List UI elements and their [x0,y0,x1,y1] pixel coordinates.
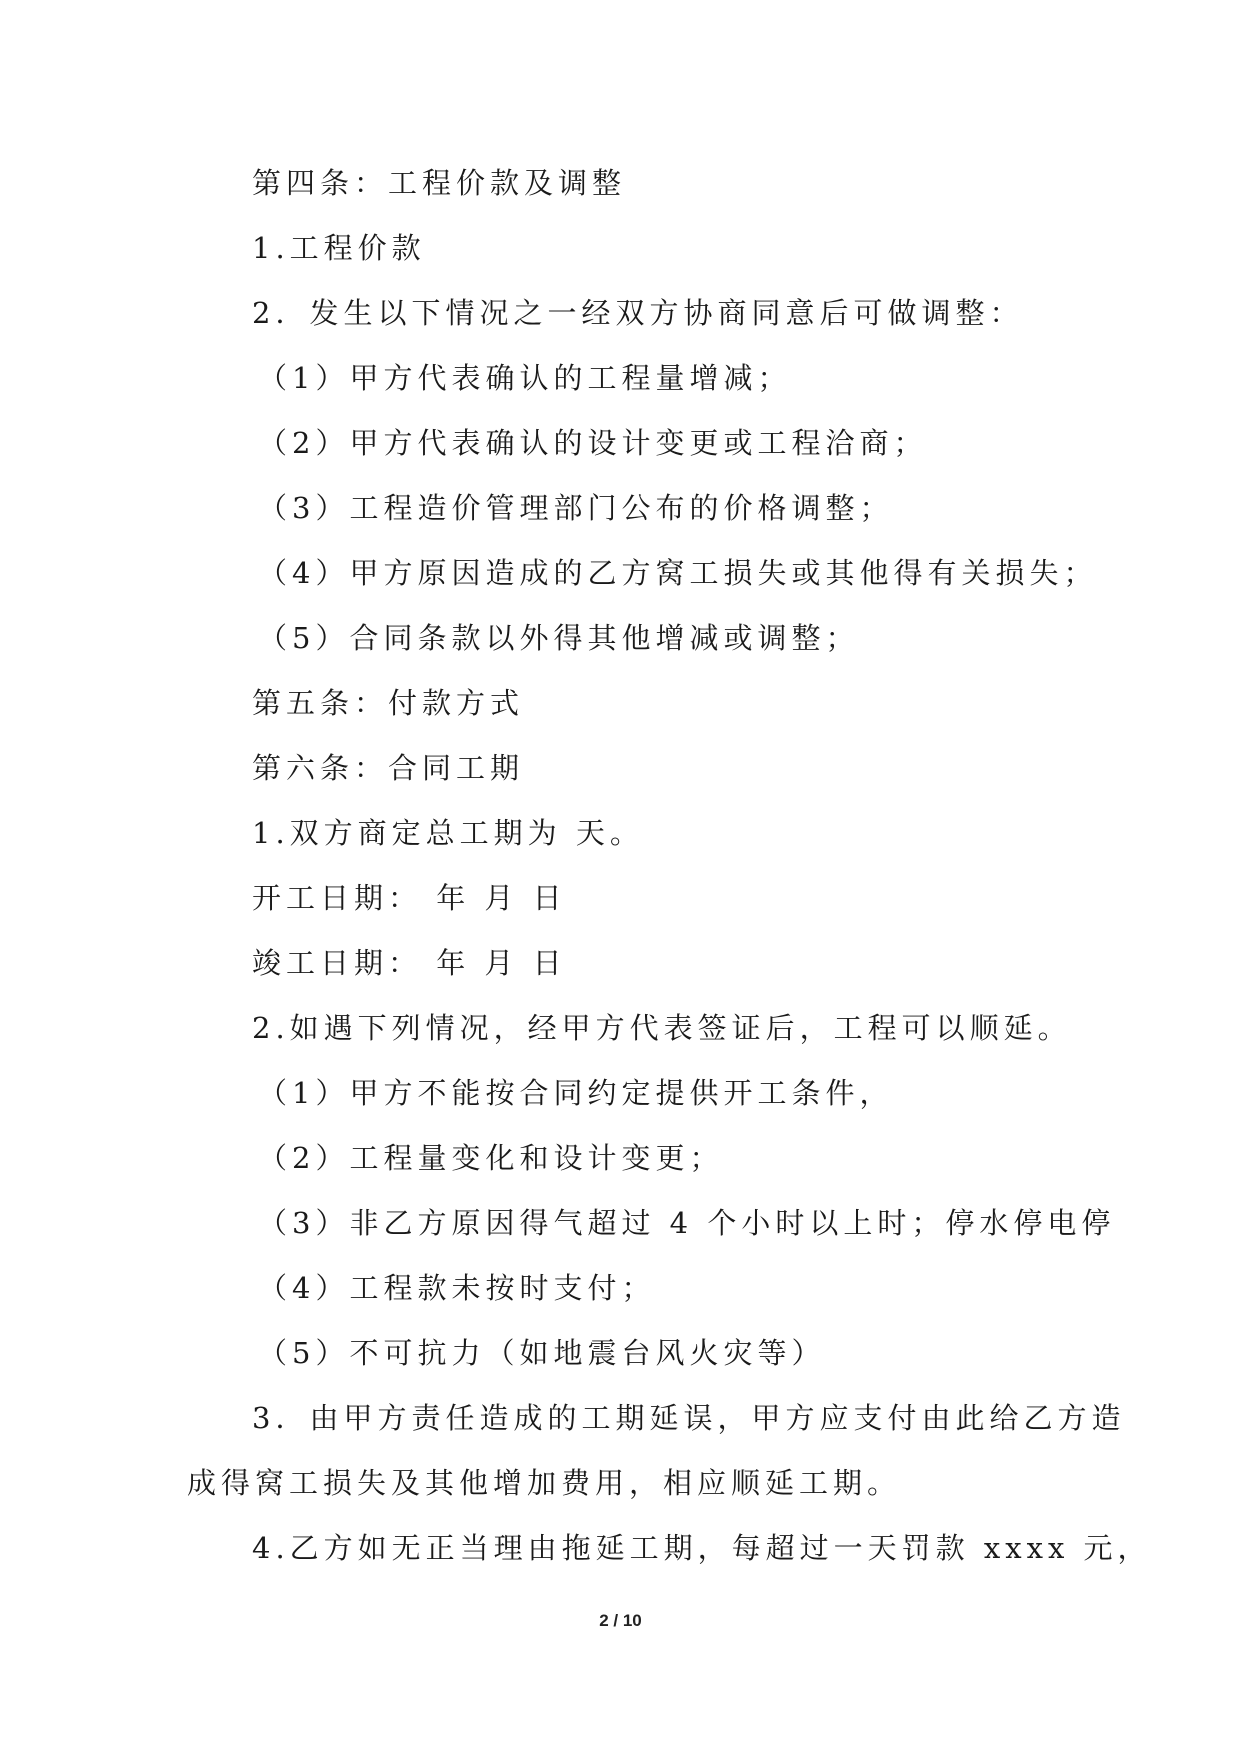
text-line: （4）工程款未按时支付； [258,1271,656,1305]
text-line: （2）工程量变化和设计变更； [258,1141,724,1175]
text-line: 2．发生以下情况之一经双方协商同意后可做调整： [252,296,1024,330]
text-line: 4.乙方如无正当理由拖延工期，每超过一天罚款 xxxx 元， [252,1531,1152,1565]
text-line: （2）甲方代表确认的设计变更或工程洽商； [258,426,928,460]
text-line: （5）不可抗力（如地震台风火灾等） [258,1336,826,1370]
text-line: 第五条：付款方式 [252,686,525,720]
text-line: 第四条：工程价款及调整 [252,166,627,200]
text-line: （1）甲方代表确认的工程量增减； [258,361,792,395]
text-line: 1.工程价款 [252,231,426,265]
text-line: 成得窝工损失及其他增加费用，相应顺延工期。 [187,1466,902,1500]
text-line: （3）工程造价管理部门公布的价格调整； [258,491,894,525]
text-line: 开工日期： 年 月 日 [252,881,567,915]
page-number: 2 / 10 [599,1611,642,1630]
text-line: 竣工日期： 年 月 日 [252,946,567,980]
text-line: 第六条：合同工期 [252,751,525,785]
text-line: （3）非乙方原因得气超过 4 个小时以上时；停水停电停 [258,1206,1116,1240]
text-line: （1）甲方不能按合同约定提供开工条件， [258,1076,894,1110]
text-line: 2.如遇下列情况，经甲方代表签证后，工程可以顺延。 [252,1011,1072,1045]
text-line: （4）甲方原因造成的乙方窝工损失或其他得有关损失； [258,556,1098,590]
text-line: 1.双方商定总工期为 天。 [252,816,644,850]
text-line: （5）合同条款以外得其他增减或调整； [258,621,860,655]
text-line: 3．由甲方责任造成的工期延误，甲方应支付由此给乙方造 [252,1401,1126,1435]
